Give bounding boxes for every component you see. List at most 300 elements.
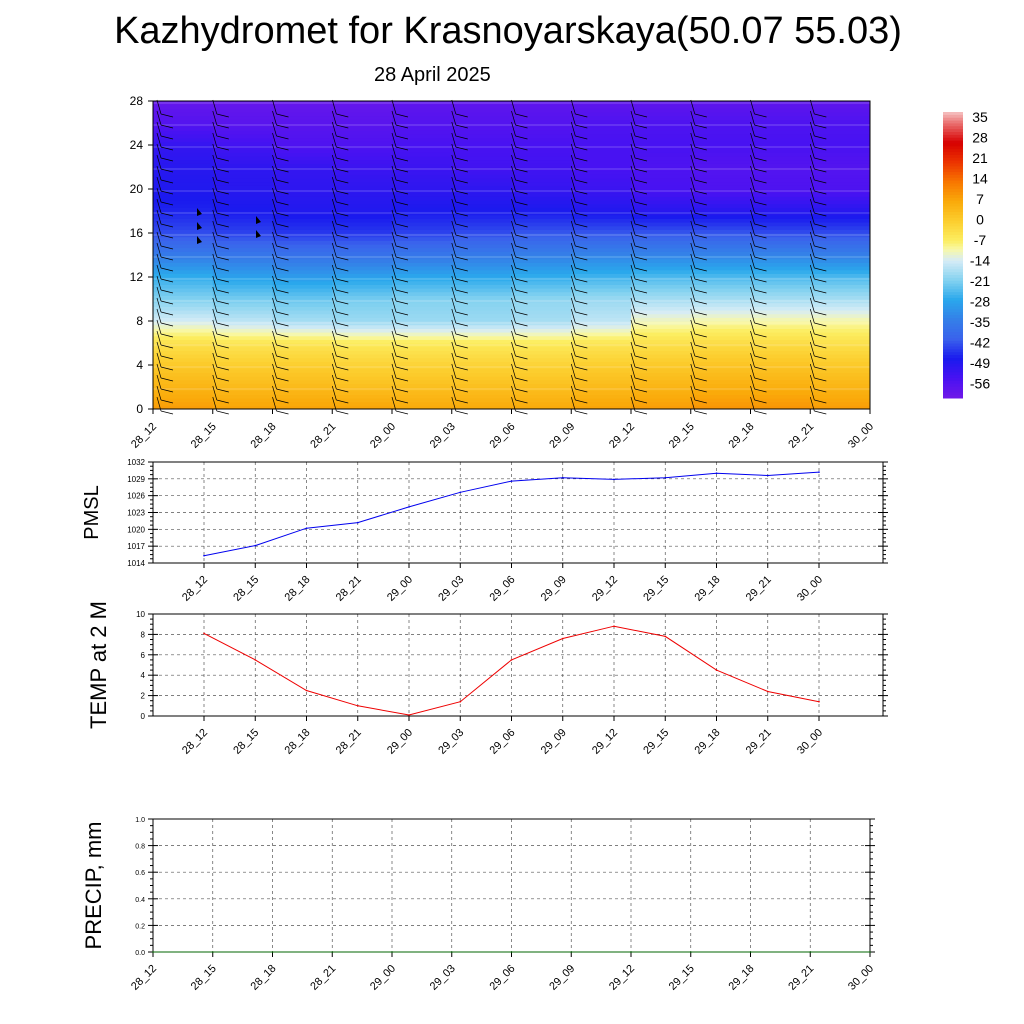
temperature-cell (571, 380, 631, 384)
data-point (562, 638, 564, 640)
temperature-cell (452, 358, 512, 362)
temperature-cell (452, 251, 512, 255)
temperature-cell (452, 171, 512, 175)
temperature-cell (691, 376, 751, 380)
colorbar-swatch (943, 269, 963, 272)
temperature-cell (153, 336, 213, 340)
temperature-cell (751, 127, 811, 131)
colorbar-swatch (943, 372, 963, 375)
temperature-cell (512, 149, 572, 153)
data-point (460, 492, 462, 494)
data-point (767, 475, 769, 477)
temperature-cell (452, 262, 512, 266)
temperature-cell (273, 284, 333, 288)
temperature-cell (691, 127, 751, 131)
temperature-cell (810, 358, 870, 362)
temperature-cell (512, 182, 572, 186)
temperature-cell (213, 332, 273, 336)
temperature-cell (810, 380, 870, 384)
temperature-cell (512, 372, 572, 376)
temperature-cell (751, 130, 811, 134)
precip-panel (81, 817, 876, 993)
temperature-cell (332, 204, 392, 208)
temperature-cell (631, 361, 691, 365)
temperature-cell (392, 361, 452, 365)
temperature-cell (452, 200, 512, 204)
colorbar-swatch (943, 312, 963, 315)
temperature-cell (332, 369, 392, 373)
temperature-cell (512, 218, 572, 222)
cross-section-panel (129, 94, 876, 451)
temperature-cell (153, 152, 213, 156)
x-tick-label: 29_15 (641, 726, 672, 757)
wind-barb-flag (755, 411, 767, 414)
temperature-cell (631, 347, 691, 351)
temperature-cell (213, 376, 273, 380)
temperature-cell (273, 391, 333, 395)
temperature-cell (571, 266, 631, 270)
panel-frame (153, 614, 883, 716)
temperature-cell (452, 244, 512, 248)
x-tick-label: 29_18 (692, 573, 723, 604)
temperature-cell (751, 398, 811, 402)
temperature-cell (571, 138, 631, 142)
temperature-cell (631, 380, 691, 384)
temperature-cell (631, 237, 691, 241)
temperature-cell (213, 266, 273, 270)
temperature-cell (213, 182, 273, 186)
temperature-cell (691, 171, 751, 175)
colorbar-swatch (943, 198, 963, 201)
temperature-cell (273, 116, 333, 120)
data-point (152, 951, 154, 953)
colorbar-swatch (943, 286, 963, 289)
temperature-cell (810, 248, 870, 252)
temperature-cell (392, 332, 452, 336)
data-point (451, 951, 453, 953)
temperature-cell (691, 196, 751, 200)
data-point (408, 714, 410, 716)
temperature-cell (213, 171, 273, 175)
x-tick-label: 29_06 (487, 420, 518, 451)
temperature-cell (512, 130, 572, 134)
temperature-cell (810, 354, 870, 358)
temperature-cell (452, 376, 512, 380)
temperature-cell (810, 336, 870, 340)
temperature-cell (512, 402, 572, 406)
y-tick-label: 10 (136, 610, 145, 619)
temperature-cell (213, 325, 273, 329)
temperature-cell (751, 259, 811, 263)
temperature-cell (273, 266, 333, 270)
y-tick-label: 1.0 (135, 817, 145, 824)
temperature-cell (452, 160, 512, 164)
temperature-cell (153, 391, 213, 395)
temperature-cell (273, 328, 333, 332)
temperature-cell (810, 244, 870, 248)
temperature-cell (751, 119, 811, 123)
temperature-cell (751, 204, 811, 208)
temperature-cell (571, 193, 631, 197)
x-tick-label: 28_15 (231, 573, 262, 604)
temperature-cell (153, 185, 213, 189)
temperature-cell (512, 207, 572, 211)
colorbar-swatch (943, 278, 963, 281)
temperature-cell (751, 325, 811, 329)
temperature-cell (691, 200, 751, 204)
y-tick-label: 0 (140, 712, 145, 721)
temperature-cell (213, 339, 273, 343)
temperature-cell (512, 134, 572, 138)
temperature-cell (810, 325, 870, 329)
temperature-cell (810, 200, 870, 204)
data-point (203, 633, 205, 635)
temperature-cell (273, 292, 333, 296)
temperature-cell (392, 251, 452, 255)
temperature-cell (631, 325, 691, 329)
colorbar-swatch (943, 161, 963, 164)
temperature-cell (691, 310, 751, 314)
x-tick-label: 28_21 (333, 573, 364, 604)
colorbar-swatch (943, 129, 963, 132)
colorbar (943, 109, 990, 399)
temperature-cell (631, 185, 691, 189)
temperature-cell (332, 361, 392, 365)
temperature-cell (273, 402, 333, 406)
temperature-cell (631, 119, 691, 123)
colorbar-label: 14 (972, 170, 988, 187)
colorbar-swatch (943, 121, 963, 124)
temperature-cell (452, 354, 512, 358)
temperature-cell (332, 222, 392, 226)
temperature-cell (153, 347, 213, 351)
temperature-cell (213, 354, 273, 358)
y-tick-label: 0.0 (135, 950, 145, 957)
temperature-cell (153, 361, 213, 365)
temperature-cell (631, 193, 691, 197)
temperature-cell (153, 369, 213, 373)
temperature-cell (273, 178, 333, 182)
colorbar-swatch (943, 155, 963, 158)
temperature-cell (273, 273, 333, 277)
temperature-cell (153, 383, 213, 387)
temperature-cell (571, 127, 631, 131)
temperature-cell (213, 178, 273, 182)
temperature-cell (273, 248, 333, 252)
colorbar-swatch (943, 215, 963, 218)
temperature-cell (452, 339, 512, 343)
temperature-cell (153, 251, 213, 255)
temperature-cell (213, 314, 273, 318)
temperature-cell (512, 383, 572, 387)
temperature-cell (810, 281, 870, 285)
colorbar-swatch (943, 158, 963, 161)
temperature-cell (392, 108, 452, 112)
temperature-cell (751, 134, 811, 138)
temperature-cell (810, 196, 870, 200)
temperature-cell (691, 292, 751, 296)
data-point (460, 701, 462, 703)
colorbar-swatch (943, 232, 963, 235)
x-tick-label: 29_09 (547, 962, 578, 993)
x-tick-label: 29_12 (590, 726, 621, 757)
temperature-cell (213, 105, 273, 109)
temperature-cell (631, 200, 691, 204)
temperature-cell (631, 152, 691, 156)
temperature-cell (691, 394, 751, 398)
temperature-cell (273, 193, 333, 197)
y-tick-label: 6 (140, 650, 145, 660)
temperature-cell (810, 193, 870, 197)
temperature-cell (810, 108, 870, 112)
x-tick-label: 29_15 (666, 962, 697, 993)
colorbar-swatch (943, 166, 963, 169)
temperature-cell (571, 248, 631, 252)
temperature-cell (751, 193, 811, 197)
x-tick-label: 28_18 (282, 726, 313, 757)
temperature-cell (153, 259, 213, 263)
temperature-cell (273, 288, 333, 292)
temperature-cell (571, 270, 631, 274)
colorbar-swatch (943, 201, 963, 204)
temperature-cell (452, 163, 512, 167)
temperature-cell (332, 306, 392, 310)
temperature-cell (153, 339, 213, 343)
y-tick-label: 8 (140, 630, 145, 640)
temperature-cell (512, 350, 572, 354)
temperature-cell (691, 218, 751, 222)
x-tick-label: 28_21 (308, 962, 339, 993)
temperature-cell (332, 141, 392, 145)
temperature-cell (751, 215, 811, 219)
temperature-cell (571, 156, 631, 160)
temperature-cell (153, 273, 213, 277)
colorbar-swatch (943, 392, 963, 395)
temperature-cell (691, 336, 751, 340)
temperature-cell (631, 284, 691, 288)
temperature-cell (452, 185, 512, 189)
temperature-cell (392, 270, 452, 274)
temperature-cell (810, 266, 870, 270)
y-tick-label: 0 (136, 402, 143, 416)
colorbar-swatch (943, 367, 963, 370)
x-tick-label: 29_18 (726, 420, 757, 451)
temperature-cell (273, 108, 333, 112)
temperature-cell (751, 160, 811, 164)
colorbar-swatch (943, 341, 963, 344)
temperature-cell (273, 105, 333, 109)
temperature-cell (691, 325, 751, 329)
colorbar-swatch (943, 369, 963, 372)
temperature-cell (512, 391, 572, 395)
temperature-cell (273, 244, 333, 248)
data-point (571, 951, 573, 953)
temperature-cell (273, 281, 333, 285)
colorbar-swatch (943, 318, 963, 321)
temperature-cell (273, 306, 333, 310)
temperature-cell (153, 204, 213, 208)
colorbar-swatch (943, 226, 963, 229)
data-point (332, 951, 334, 953)
temperature-cell (751, 270, 811, 274)
temperature-cell (332, 138, 392, 142)
temperature-cell (810, 347, 870, 351)
temperature-cell (273, 185, 333, 189)
temperature-cell (691, 108, 751, 112)
temperature-cell (512, 314, 572, 318)
colorbar-swatch (943, 309, 963, 312)
temperature-cell (691, 141, 751, 145)
colorbar-swatch (943, 324, 963, 327)
temperature-cell (691, 358, 751, 362)
wind-barb-flag (396, 411, 408, 414)
temperature-cell (273, 303, 333, 307)
temperature-cell (512, 336, 572, 340)
temperature-cell (631, 178, 691, 182)
temperature-cell (332, 244, 392, 248)
temperature-cell (153, 284, 213, 288)
temperature-cell (810, 369, 870, 373)
temperature-cell (751, 262, 811, 266)
temperature-cell (273, 127, 333, 131)
colorbar-swatch (943, 255, 963, 258)
temperature-cell (691, 259, 751, 263)
temperature-cell (213, 240, 273, 244)
temperature-cell (452, 149, 512, 153)
temperature-cell (631, 332, 691, 336)
data-point (613, 625, 615, 627)
temperature-cell (810, 284, 870, 288)
x-tick-label: 28_12 (180, 573, 211, 604)
temperature-cell (213, 141, 273, 145)
temperature-cell (512, 163, 572, 167)
x-tick-label: 28_12 (180, 726, 211, 757)
temperature-cell (213, 295, 273, 299)
temperature-cell (392, 383, 452, 387)
x-tick-label: 29_03 (427, 420, 458, 451)
temperature-cell (392, 281, 452, 285)
temperature-cell (153, 182, 213, 186)
temperature-cell (810, 185, 870, 189)
colorbar-swatch (943, 332, 963, 335)
colorbar-swatch (943, 115, 963, 118)
temperature-cell (512, 259, 572, 263)
temperature-cell (452, 204, 512, 208)
temperature-cell (512, 361, 572, 365)
temperature-cell (452, 259, 512, 263)
temperature-cell (691, 226, 751, 230)
temperature-cell (810, 174, 870, 178)
temperature-cell (571, 244, 631, 248)
temperature-cell (571, 207, 631, 211)
temperature-cell (631, 130, 691, 134)
temperature-cell (631, 303, 691, 307)
temperature-cell (273, 171, 333, 175)
colorbar-swatch (943, 112, 963, 115)
data-point (869, 951, 871, 953)
temperature-cell (273, 226, 333, 230)
colorbar-label: -49 (969, 355, 991, 371)
temperature-cell (691, 281, 751, 285)
colorbar-swatch (943, 178, 963, 181)
temperature-cell (273, 310, 333, 314)
temperature-cell (392, 178, 452, 182)
colorbar-label: -42 (969, 334, 991, 351)
temperature-cell (571, 332, 631, 336)
temperature-cell (273, 262, 333, 266)
temperature-cell (452, 306, 512, 310)
temperature-cell (691, 314, 751, 318)
temperature-cell (571, 288, 631, 292)
colorbar-swatch (943, 184, 963, 187)
temperature-cell (452, 112, 512, 116)
temperature-cell (631, 163, 691, 167)
data-point (665, 636, 667, 638)
temperature-cell (213, 369, 273, 373)
temperature-cell (810, 240, 870, 244)
temperature-cell (452, 105, 512, 109)
temperature-cell (273, 218, 333, 222)
temperature-cell (392, 141, 452, 145)
colorbar-swatch (943, 315, 963, 318)
temperature-cell (452, 284, 512, 288)
temperature-cell (571, 292, 631, 296)
temperature-cell (273, 270, 333, 274)
temperature-cell (691, 339, 751, 343)
colorbar-swatch (943, 152, 963, 155)
temperature-cell (213, 284, 273, 288)
temperature-cell (153, 325, 213, 329)
temperature-cell (153, 240, 213, 244)
wind-barb-flag (814, 411, 826, 414)
temperature-cell (571, 372, 631, 376)
temperature-cell (751, 295, 811, 299)
temperature-cell (810, 141, 870, 145)
temperature-cell (512, 200, 572, 204)
temperature-cell (810, 229, 870, 233)
temperature-cell (631, 248, 691, 252)
colorbar-swatch (943, 358, 963, 361)
temperature-cell (452, 383, 512, 387)
temperature-cell (631, 105, 691, 109)
colorbar-swatch (943, 289, 963, 292)
temperature-cell (392, 306, 452, 310)
x-tick-label: 29_12 (607, 420, 638, 451)
temperature-cell (452, 398, 512, 402)
temperature-cell (213, 398, 273, 402)
data-point (357, 522, 359, 524)
temperature-cell (810, 310, 870, 314)
data-point (562, 477, 564, 479)
temperature-cell (273, 398, 333, 402)
temperature-cell (213, 402, 273, 406)
temperature-cell (392, 339, 452, 343)
temperature-cell (571, 204, 631, 208)
temperature-cell (392, 149, 452, 153)
temperature-cell (332, 372, 392, 376)
temperature-cell (332, 292, 392, 296)
colorbar-swatch (943, 206, 963, 209)
temperature-cell (571, 116, 631, 120)
temperature-cell (332, 171, 392, 175)
temperature-cell (810, 259, 870, 263)
temperature-cell (571, 325, 631, 329)
temperature-cell (631, 394, 691, 398)
x-tick-label: 29_00 (385, 726, 416, 757)
x-tick-label: 28_15 (188, 420, 219, 451)
temperature-cell (810, 178, 870, 182)
colorbar-label: 0 (976, 211, 984, 228)
